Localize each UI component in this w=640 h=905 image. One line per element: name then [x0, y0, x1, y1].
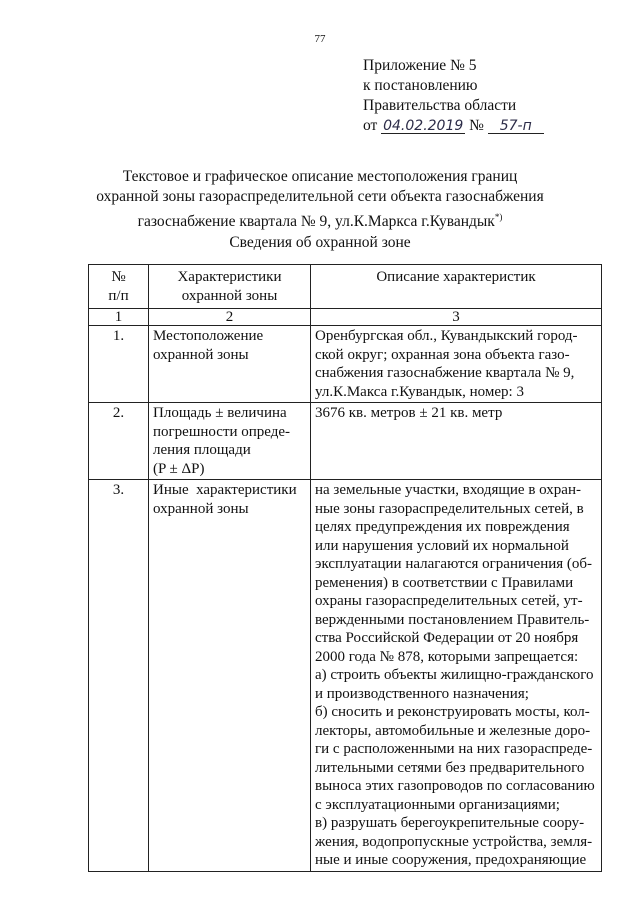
characteristic-line: Местоположение: [153, 328, 264, 344]
document-title: [0, 167, 640, 232]
handwritten-date: 04.02.2019: [383, 118, 464, 134]
description-line: Оренбургская обл., Кувандыкский город-: [315, 328, 578, 344]
title-line-2: охранной зоны газораспределительной сети объекта газоснабжения: [96, 188, 544, 205]
characteristic-line: Площадь ± величина: [153, 405, 287, 421]
row-number: 2.: [89, 403, 149, 480]
header-characteristics-line-1: Характеристики: [177, 269, 282, 285]
description-line: вержденными постановлением Правитель-: [315, 611, 590, 628]
row-description: [311, 326, 602, 403]
characteristic-line: ления площади: [153, 442, 251, 458]
table-header-row: [89, 265, 602, 309]
description-line: ства Российской Федерации от 20 ноября: [315, 630, 579, 646]
description-line: а) строить объекты жилищно-гражданского: [315, 667, 594, 683]
from-label: от: [363, 117, 378, 134]
header-description: Описание характеристик: [311, 265, 602, 309]
index-cell: 3: [311, 309, 602, 326]
appendix-line-1: Приложение № 5: [363, 57, 477, 74]
table-row: [89, 403, 602, 480]
page-number: 77: [314, 33, 326, 45]
handwritten-number: 57-п: [488, 119, 544, 134]
characteristic-line: Иные характеристики: [153, 482, 297, 498]
description-line: б) сносить и реконструировать мосты, кол-: [315, 704, 590, 720]
description-line: целях предупреждения их повреждения: [315, 519, 570, 535]
section-subtitle: Сведения об охранной зоне: [229, 234, 411, 251]
description-line: ременения) в соответствии с Правилами: [315, 574, 574, 591]
characteristic-line: (P ± ΔP): [153, 460, 205, 477]
description-line: с эксплуатационными организациями;: [315, 796, 560, 813]
description-line: 3676 кв. метров ± 21 кв. метр: [315, 405, 503, 421]
description-line: эксплуатации налагаются ограничения (об-: [315, 556, 593, 572]
description-line: или нарушения условий их нормальной: [315, 537, 569, 554]
appendix-block: [363, 56, 544, 136]
appendix-line-3: Правительства области: [363, 97, 517, 114]
appendix-date-line: [363, 116, 544, 136]
table-row: [89, 480, 602, 872]
characteristic-line: охранной зоны: [153, 500, 249, 517]
header-characteristics: [149, 265, 311, 309]
description-line: ги с расположенными на них газораспреде-: [315, 741, 593, 757]
description-line: ные зоны газораспределительных сетей, в: [315, 500, 584, 517]
header-number: [89, 265, 149, 309]
title-line-3-text: газоснабжение квартала № 9, ул.К.Маркса г.Кувандык: [137, 213, 495, 231]
description-line: на земельные участки, входящие в охран-: [315, 482, 581, 498]
header-number-line-2: п/п: [108, 287, 129, 304]
table-index-row: [89, 309, 602, 326]
title-line-3: [0, 207, 640, 232]
index-cell: 1: [89, 309, 149, 326]
description-line: в) разрушать берегоукрепительные соору-: [315, 815, 585, 831]
description-line: 2000 года № 878, которыми запрещается:: [315, 648, 579, 665]
description-line: снабжения газоснабжение квартала № 9,: [315, 365, 575, 381]
description-line: ской округ; охранная зона объекта газо-: [315, 346, 570, 363]
description-line: и производственного назначения;: [315, 685, 529, 702]
characteristic-line: погрешности опреде-: [153, 423, 291, 440]
index-cell: 2: [149, 309, 311, 326]
appendix-line-2: к постановлению: [363, 77, 478, 94]
title-line-1: Текстовое и графическое описание местоположения границ: [122, 168, 518, 185]
footnote-mark: *): [494, 212, 503, 222]
row-characteristic: [149, 326, 311, 403]
header-number-line-1: №: [111, 269, 126, 285]
zone-info-table: [88, 264, 602, 872]
row-number: 1.: [89, 326, 149, 403]
description-line: ул.К.Макса г.Кувандык, номер: 3: [315, 383, 524, 400]
header-characteristics-line-2: охранной зоны: [181, 287, 278, 304]
characteristic-line: охранной зоны: [153, 346, 249, 363]
description-line: ные и иные сооружения, предохраняющие: [315, 852, 587, 868]
description-line: жения, водопропускные устройства, земля-: [315, 833, 593, 850]
row-description: [311, 403, 602, 480]
description-line: лекторы, автомобильные и железные доро-: [315, 722, 591, 739]
description-line: лительными сетями без предварительного: [315, 759, 585, 776]
row-characteristic: [149, 403, 311, 480]
number-label: №: [469, 117, 484, 134]
row-characteristic: [149, 480, 311, 872]
row-number: 3.: [89, 480, 149, 872]
description-line: выноса этих газопроводов по согласованию: [315, 778, 595, 794]
row-description: [311, 480, 602, 872]
description-line: охраны газораспределительных сетей, ут-: [315, 593, 583, 609]
table-row: [89, 326, 602, 403]
